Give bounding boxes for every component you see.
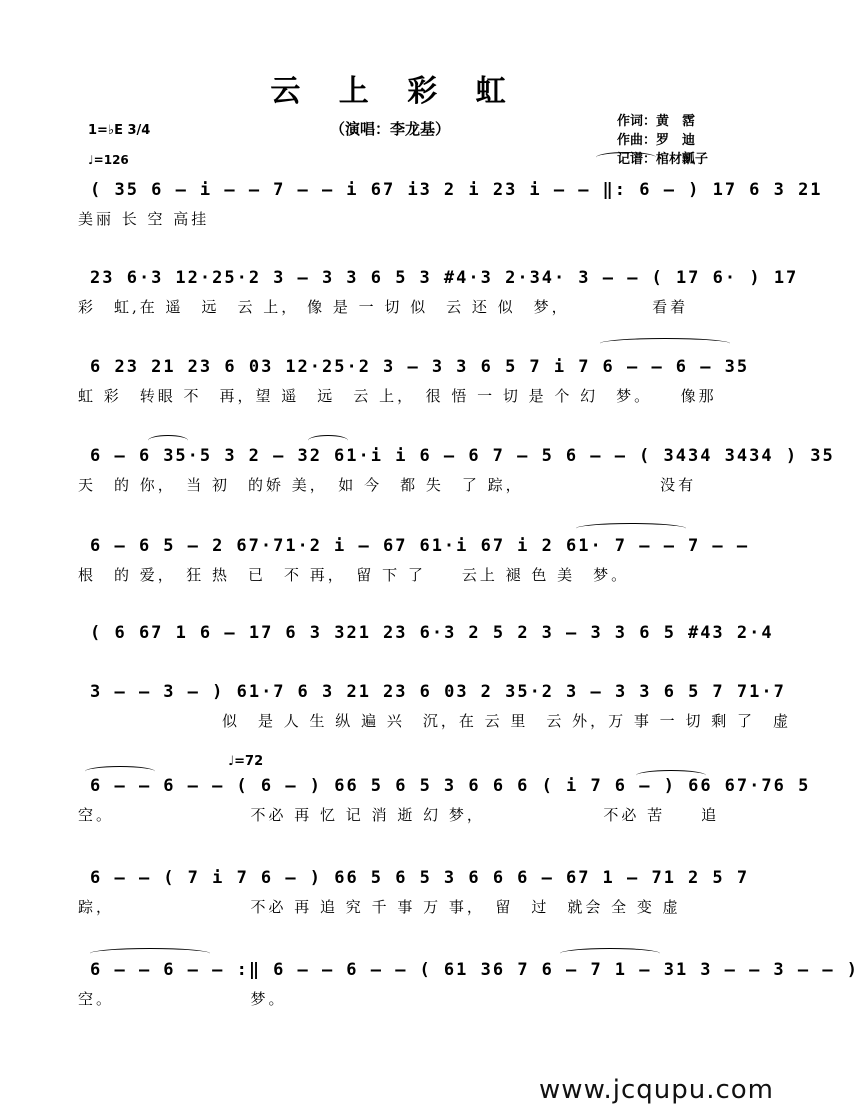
song-title: 云 上 彩 虹 [270,74,520,109]
measure: 6 3 321 [285,623,371,643]
measure: ( 61 36 7 [419,960,530,980]
measure: 67·76 5 [724,776,811,796]
measure: 7 71·7 [712,682,786,702]
notation-row [78,258,799,298]
measure: 2 5 2 [468,623,530,643]
measure: 6 3 21 [297,682,371,702]
measure: 7 – – [687,536,750,556]
measure: 3 6 6 [443,776,506,796]
measure: 6 – – [273,960,335,980]
measure: 3 – – ) [773,960,859,980]
measure: 3 – – [578,268,640,288]
measure: 6 – – [346,960,408,980]
measure: 1 – 71 [602,868,676,888]
measure: ( 35 6 – [90,180,188,200]
measure: 6 – – [163,776,225,796]
measure: 3 6 6 [443,868,506,888]
measure: 7 – – [273,180,335,200]
measure: i – 67 [334,536,408,556]
measure: 6 – 7 [541,960,603,980]
notation-row [78,672,786,712]
measure: 2 – 32 [248,446,323,466]
measure: 3 – 3 [541,623,603,643]
slur-arc [308,435,348,446]
measure: 6 – 6 [90,446,152,466]
composer-credit: 作曲：罗 迪 [617,133,696,148]
measure: 2 5 7 [687,868,750,888]
notation-row [78,170,823,210]
measure: 61·i 67 [419,536,506,556]
measure: ( 7 i 7 [163,868,249,888]
notation-row [78,613,774,653]
lyricist-credit: 作词：黄 霑 [617,114,696,129]
measure: 3 6 5 [639,682,701,702]
slur-arc [600,338,730,349]
measure: 5 6 5 [370,868,432,888]
measure: 6 – – [90,776,152,796]
slur-arc [85,766,155,777]
measure: 3 – – [700,960,762,980]
lyric-line [78,651,728,673]
measure: 61·i i [334,446,408,466]
measure: 6 – 6 [419,446,481,466]
measure: 6 – – [90,960,152,980]
notation-row [78,766,811,806]
measure: 12·25·2 [175,268,262,288]
lyric-line: 根 的 爱， 狂 热 已 不 再， 留 下 了 云上 褪 色 美 梦。 [78,566,630,584]
measure: 3 6 5 [346,268,408,288]
tempo-change-marking: ♩=72 [228,754,264,769]
measure: 23 6 03 [382,682,469,702]
measure: i – – [529,180,591,200]
measure: 67·71·2 [236,536,323,556]
measure: 2 35·2 [480,682,555,702]
measure: 2 i 23 [443,180,518,200]
measure: 3 – ) 61·7 [163,682,286,702]
lyric-line: 彩 虹,在 遥 远 云 上， 像 是 一 切 似 云 还 似 梦， 看着 [78,298,689,316]
measure: ( 3434 3434 ) 35 [639,446,835,466]
measure: 3 – 3 [273,268,335,288]
lyric-line: 踪， 不必 再 追 究 千 事 万 事， 留 过 就会 全 变 虚 [78,898,681,916]
measure: 7 i 7 [529,357,591,377]
measure: 5 6 5 [370,776,432,796]
measure: 3 – 3 [566,682,628,702]
lyric-line: 空。 不必 再 忆 记 消 逝 幻 梦， 不必 苦 追 [78,806,720,824]
measure: 35·5 3 [163,446,237,466]
measure: 6 – ) 66 [614,776,713,796]
notation-row [78,858,750,898]
measure: 23 6·3 [382,623,457,643]
measure: 3 #4·3 2·34· [419,268,567,288]
lyric-line: 空。 梦。 [78,990,287,1008]
slur-arc [636,770,706,781]
slur-arc [148,435,188,446]
measure: 7 – 5 [492,446,554,466]
singer-credit: （演唱：李龙基） [330,120,451,138]
measure: 6 – ) 66 [260,868,359,888]
measure: 6 – – [565,446,628,466]
lyric-line: 虹 彩 转眼 不 再，望 遥 远 云 上， 很 悟 一 切 是 个 幻 梦。 像那 [78,387,717,405]
slur-arc [596,152,656,163]
measure: ( 17 6· ) 17 [651,268,799,288]
measure: 6 – – [602,357,664,377]
measure: 6 – 17 [199,623,274,643]
transcriber-credit: 记谱：棺材瓤子 [617,152,709,167]
measure: 6 – 35 [675,357,750,377]
measure: i 67 i3 [346,180,432,200]
measure: #43 2·4 [687,623,774,643]
measure: 1 – 31 [614,960,689,980]
measure: 5 – 2 [163,536,225,556]
measure: 6 ( i 7 [517,776,603,796]
measure: 6 3 21 [749,180,823,200]
notation-row [78,347,750,387]
lyric-line: 天 的 你， 当 初 的娇 美， 如 今 都 失 了 踪， 没有 [78,476,697,494]
measure: 3 – 3 [382,357,445,377]
measure: 6 – – [90,868,152,888]
measure: ( 6 – ) 66 [236,776,359,796]
measure: 23 6·3 [90,268,164,288]
slur-arc [576,523,686,534]
lyric-line: 似 是 人 生 纵 遍 兴 沉，在 云 里 云 外，万 事 一 切 剩 了 虚 [78,712,791,730]
measure: 7 – – [614,536,676,556]
slur-arc [90,948,210,959]
watermark: www.jcqupu.com [539,1075,774,1105]
measure: 6 – – :‖ [163,960,262,980]
tempo-marking: ♩=126 [88,153,129,167]
measure: 6 23 21 [90,357,176,377]
measure: 3 – – [90,682,152,702]
measure: 12·25·2 [285,357,371,377]
measure: ‖: 6 – ) 17 [602,180,738,200]
measure: 6 – 67 [517,868,591,888]
measure: 23 6 03 [187,357,274,377]
measure: 3 6 5 [614,623,676,643]
measure: i – – [199,180,262,200]
measure: ( 6 67 1 [90,623,188,643]
measure: i 2 61· [517,536,603,556]
lyric-line: 美丽 长 空 高挂 [78,210,210,228]
slur-arc [560,948,660,959]
measure: 3 6 5 [456,357,518,377]
key-signature: 1=♭E 3/4 [88,123,151,138]
measure: 6 – 6 [90,536,152,556]
